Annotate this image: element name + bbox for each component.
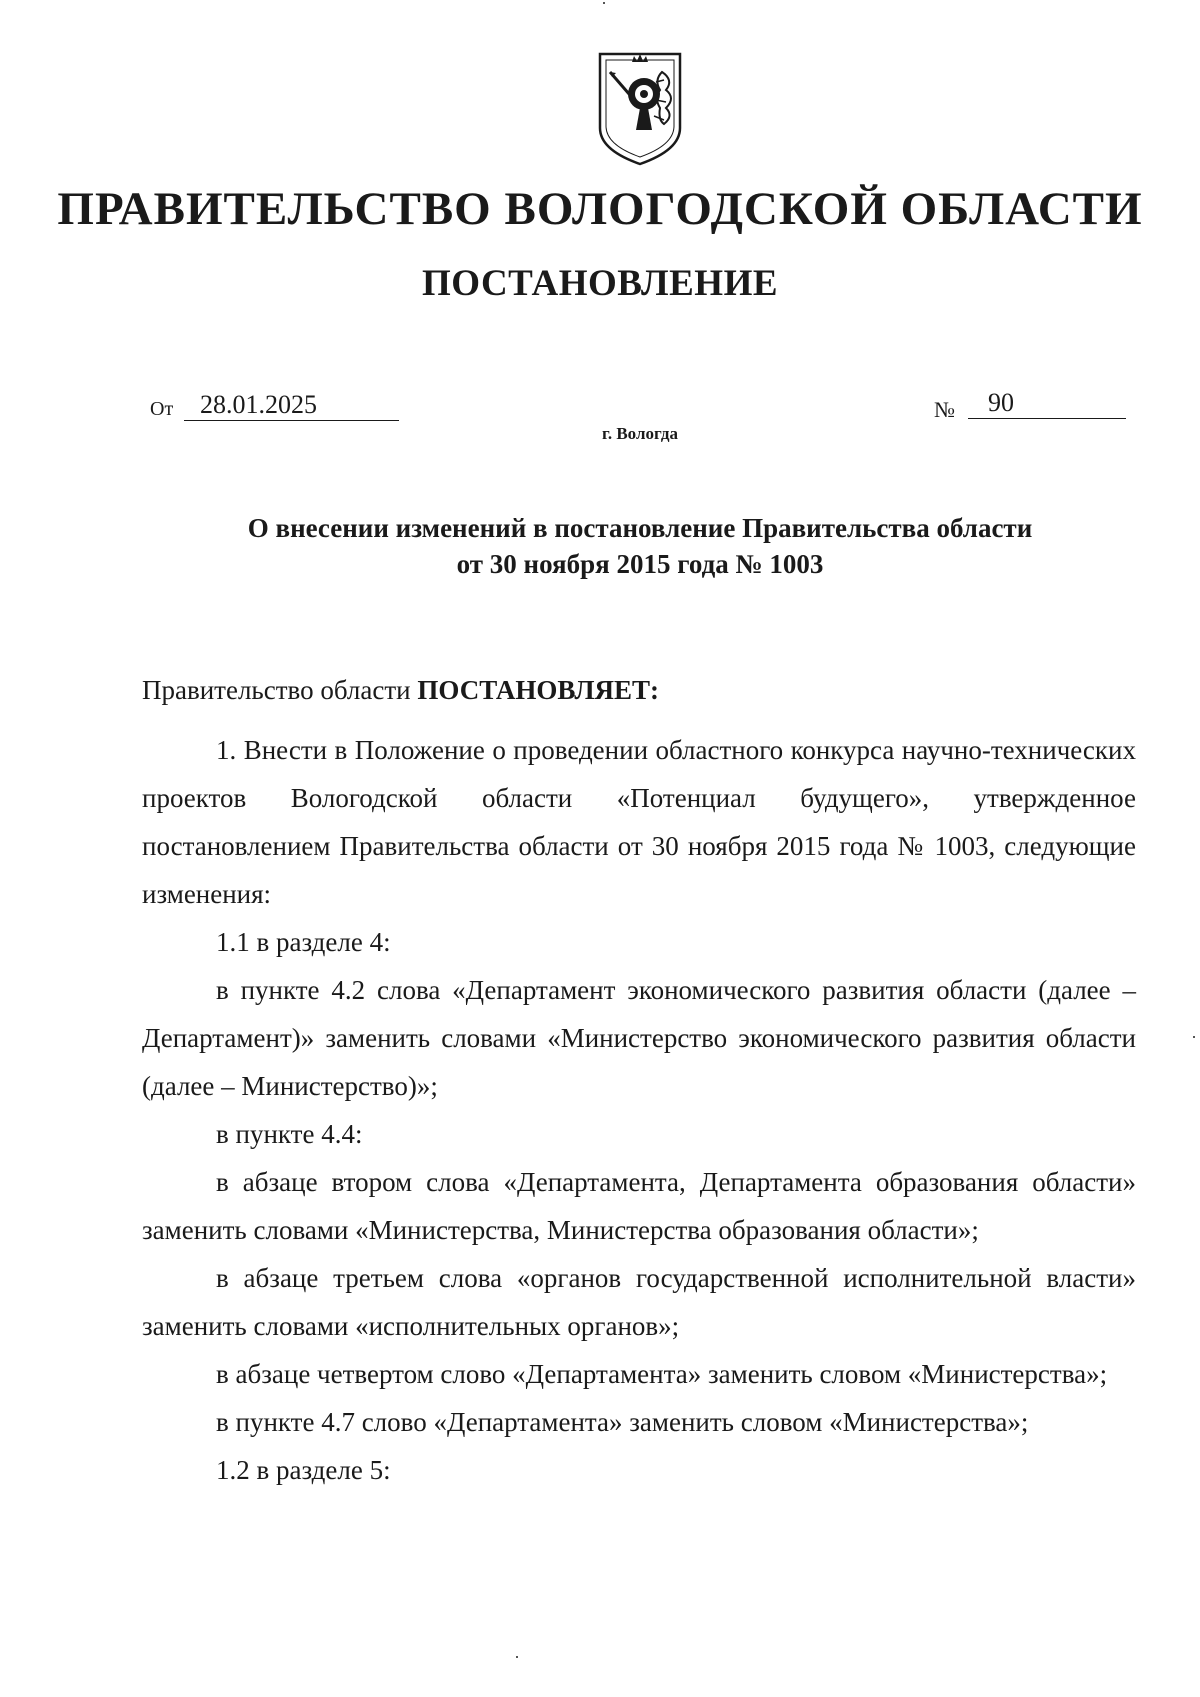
document-type-title: ПОСТАНОВЛЕНИЕ [421, 263, 779, 304]
paragraph-3: в пункте 4.2 слова «Департамент экономического развития области (далее – Департамент)» заменить словами «Министерство экономического развития области (далее – Министерство)»; [142, 975, 1136, 1101]
paragraph-6: в абзаце третьем слова «органов государственной исполнительной власти» заменить словами «исполнительных органов»; [142, 1263, 1136, 1341]
vologda-coat-of-arms-icon [596, 50, 684, 168]
coat-of-arms-emblem [596, 50, 684, 173]
document-subject [0, 510, 1200, 582]
paragraph-1: 1. Внести в Положение о проведении областного конкурса научно-технических проектов Вологодской области «Потенциал будущего», утвержденное постановлением Правительства области от 30 ноября 2015 года № 1003, следующие изменения: [142, 735, 1136, 909]
document-body [142, 666, 1136, 1494]
subject-line-2: от 30 ноября 2015 года № 1003 [456, 549, 824, 579]
document-number: 90 [968, 388, 1126, 419]
paragraph-2: 1.1 в разделе 4: [216, 927, 391, 957]
subject-line-1: О внесении изменений в постановление Правительства области [247, 513, 1033, 543]
paragraph-8: в пункте 4.7 слово «Департамента» заменить словом «Министерства»; [216, 1407, 1029, 1437]
paragraph-5: в абзаце втором слова «Департамента, Департамента образования области» заменить словами «Министерства, Министерства образования области»; [142, 1167, 1136, 1245]
scan-speck [1193, 1036, 1195, 1038]
scan-speck [603, 2, 605, 4]
date-label: От [150, 398, 174, 420]
intro-decree-word: ПОСТАНОВЛЯЕТ: [417, 675, 659, 705]
intro-text: Правительство области [142, 675, 418, 705]
paragraph-7: в абзаце четвертом слово «Департамента» заменить словом «Министерства»; [216, 1359, 1108, 1389]
paragraph-9: 1.2 в разделе 5: [216, 1455, 391, 1485]
number-label: № [934, 397, 955, 422]
document-date: 28.01.2025 [184, 390, 399, 421]
scan-speck [516, 1656, 518, 1658]
intro-paragraph [142, 666, 1136, 714]
organization-title: ПРАВИТЕЛЬСТВО ВОЛОГОДСКОЙ ОБЛАСТИ [57, 183, 1143, 235]
paragraph-4: в пункте 4.4: [216, 1119, 363, 1149]
city-name: г. Вологда [602, 424, 678, 443]
